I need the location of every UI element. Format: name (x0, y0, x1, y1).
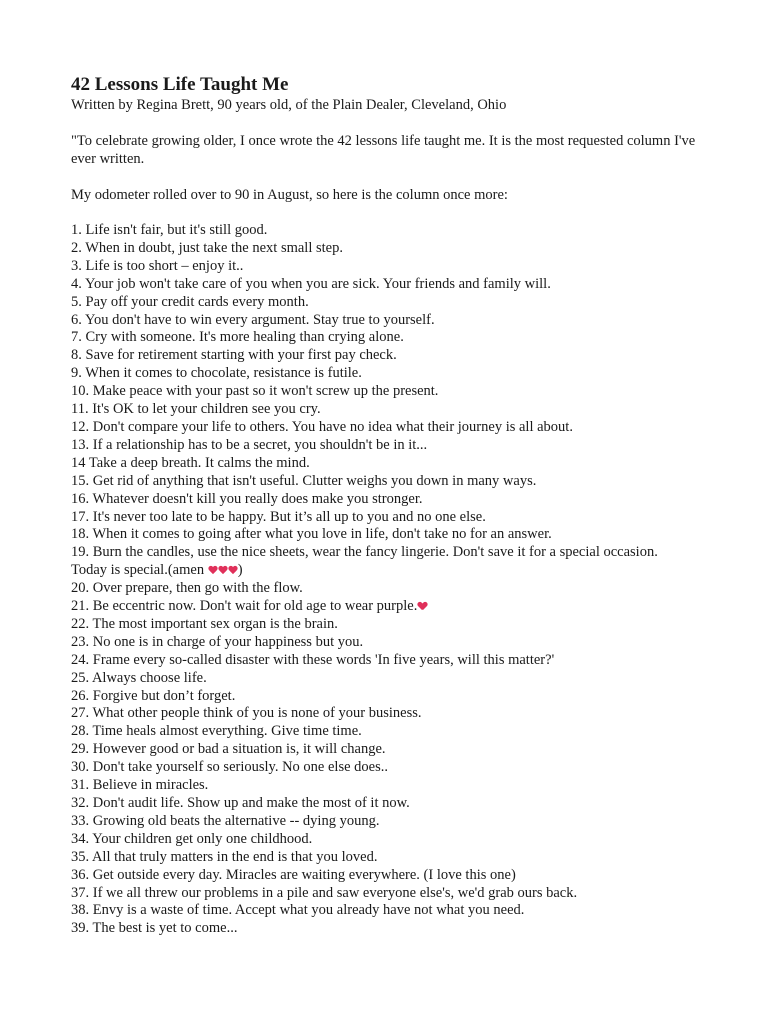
lessons-list (71, 222, 721, 938)
lesson-item: 10. Make peace with your past so it won't screw up the present. (71, 383, 439, 400)
lesson-item: 18. When it comes to going after what you love in life, don't take no for an answer. (71, 526, 552, 543)
lesson-item: 8. Save for retirement starting with your first pay check. (71, 347, 397, 364)
heart-icon (218, 566, 227, 575)
lesson-19-text: 19. Burn the candles, use the nice sheets, wear the fancy lingerie. Don't save it for a special occasion. (71, 544, 658, 561)
lesson-item: 13. If a relationship has to be a secret, you shouldn't be in it... (71, 436, 428, 453)
lesson-item: 12. Don't compare your life to others. You have no idea what their journey is all about. (71, 418, 573, 435)
lesson-item: 30. Don't take yourself so seriously. No one else does.. (71, 759, 388, 776)
lesson-item: 4. Your job won't take care of you when you are sick. Your friends and family will. (71, 275, 551, 292)
lesson-item: 34. Your children get only one childhood. (71, 830, 313, 847)
lesson-item: 24. Frame every so-called disaster with these words 'In five years, will this matter?' (71, 651, 555, 668)
lesson-item: 22. The most important sex organ is the brain. (71, 615, 338, 632)
lesson-item: 6. You don't have to win every argument. Stay true to yourself. (71, 311, 435, 328)
lesson-item: 38. Envy is a waste of time. Accept what you already have not what you need. (71, 902, 525, 919)
heart-icon (418, 602, 427, 611)
lesson-item: 9. When it comes to chocolate, resistance is futile. (71, 365, 362, 382)
lesson-21-text: 21. Be eccentric now. Don't wait for old age to wear purple. (71, 598, 418, 615)
lesson-item: 2. When in doubt, just take the next small step. (71, 239, 343, 256)
lesson-item: 1. Life isn't fair, but it's still good. (71, 222, 268, 238)
lesson-19-continuation: Today is special.(amen (71, 562, 208, 579)
lesson-item: 31. Believe in miracles. (71, 777, 209, 794)
lesson-item: 25. Always choose life. (71, 669, 207, 686)
lesson-item: 16. Whatever doesn't kill you really does make you stronger. (71, 490, 423, 507)
lesson-item: 29. However good or bad a situation is, it will change. (71, 741, 386, 758)
lesson-item (71, 598, 721, 616)
heart-icon (228, 566, 237, 575)
lesson-item: 17. It's never too late to be happy. But it’s all up to you and no one else. (71, 508, 486, 525)
lesson-item: 11. It's OK to let your children see you cry. (71, 401, 321, 418)
lesson-item: 36. Get outside every day. Miracles are waiting everywhere. (I love this one) (71, 866, 516, 883)
lesson-item: 7. Cry with someone. It's more healing than crying alone. (71, 329, 404, 346)
lesson-item: 26. Forgive but don’t forget. (71, 687, 236, 704)
lesson-item: 15. Get rid of anything that isn't useful. Clutter weighs you down in many ways. (71, 472, 537, 489)
document-page (71, 74, 721, 938)
lesson-item: 32. Don't audit life. Show up and make the most of it now. (71, 795, 410, 811)
lesson-item: 33. Growing old beats the alternative -- dying young. (71, 812, 380, 829)
odometer-paragraph: My odometer rolled over to 90 in August, so here is the column once more: (71, 187, 508, 203)
lesson-item: 35. All that truly matters in the end is that you loved. (71, 848, 378, 865)
lesson-item: 23. No one is in charge of your happiness but you. (71, 633, 364, 650)
intro-paragraph: "To celebrate growing older, I once wrote the 42 lessons life taught me. It is the most requested column I've ever written. (71, 133, 696, 167)
lesson-item: 39. The best is yet to come... (71, 920, 238, 937)
lesson-item: 27. What other people think of you is none of your business. (71, 705, 422, 722)
lesson-item (71, 544, 721, 580)
document-byline: Written by Regina Brett, 90 years old, of the Plain Dealer, Cleveland, Ohio (71, 97, 507, 113)
lesson-item: 37. If we all threw our problems in a pile and saw everyone else's, we'd grab ours back. (71, 884, 578, 901)
lesson-item: 3. Life is too short – enjoy it.. (71, 257, 244, 274)
lesson-19-close-paren: ) (237, 562, 243, 579)
lesson-item: 28. Time heals almost everything. Give time time. (71, 723, 362, 740)
lesson-item: 20. Over prepare, then go with the flow. (71, 580, 303, 597)
heart-icon (208, 566, 217, 575)
lesson-item: 5. Pay off your credit cards every month. (71, 293, 309, 310)
lesson-item: 14 Take a deep breath. It calms the mind. (71, 454, 310, 471)
document-title: 42 Lessons Life Taught Me (71, 74, 289, 95)
